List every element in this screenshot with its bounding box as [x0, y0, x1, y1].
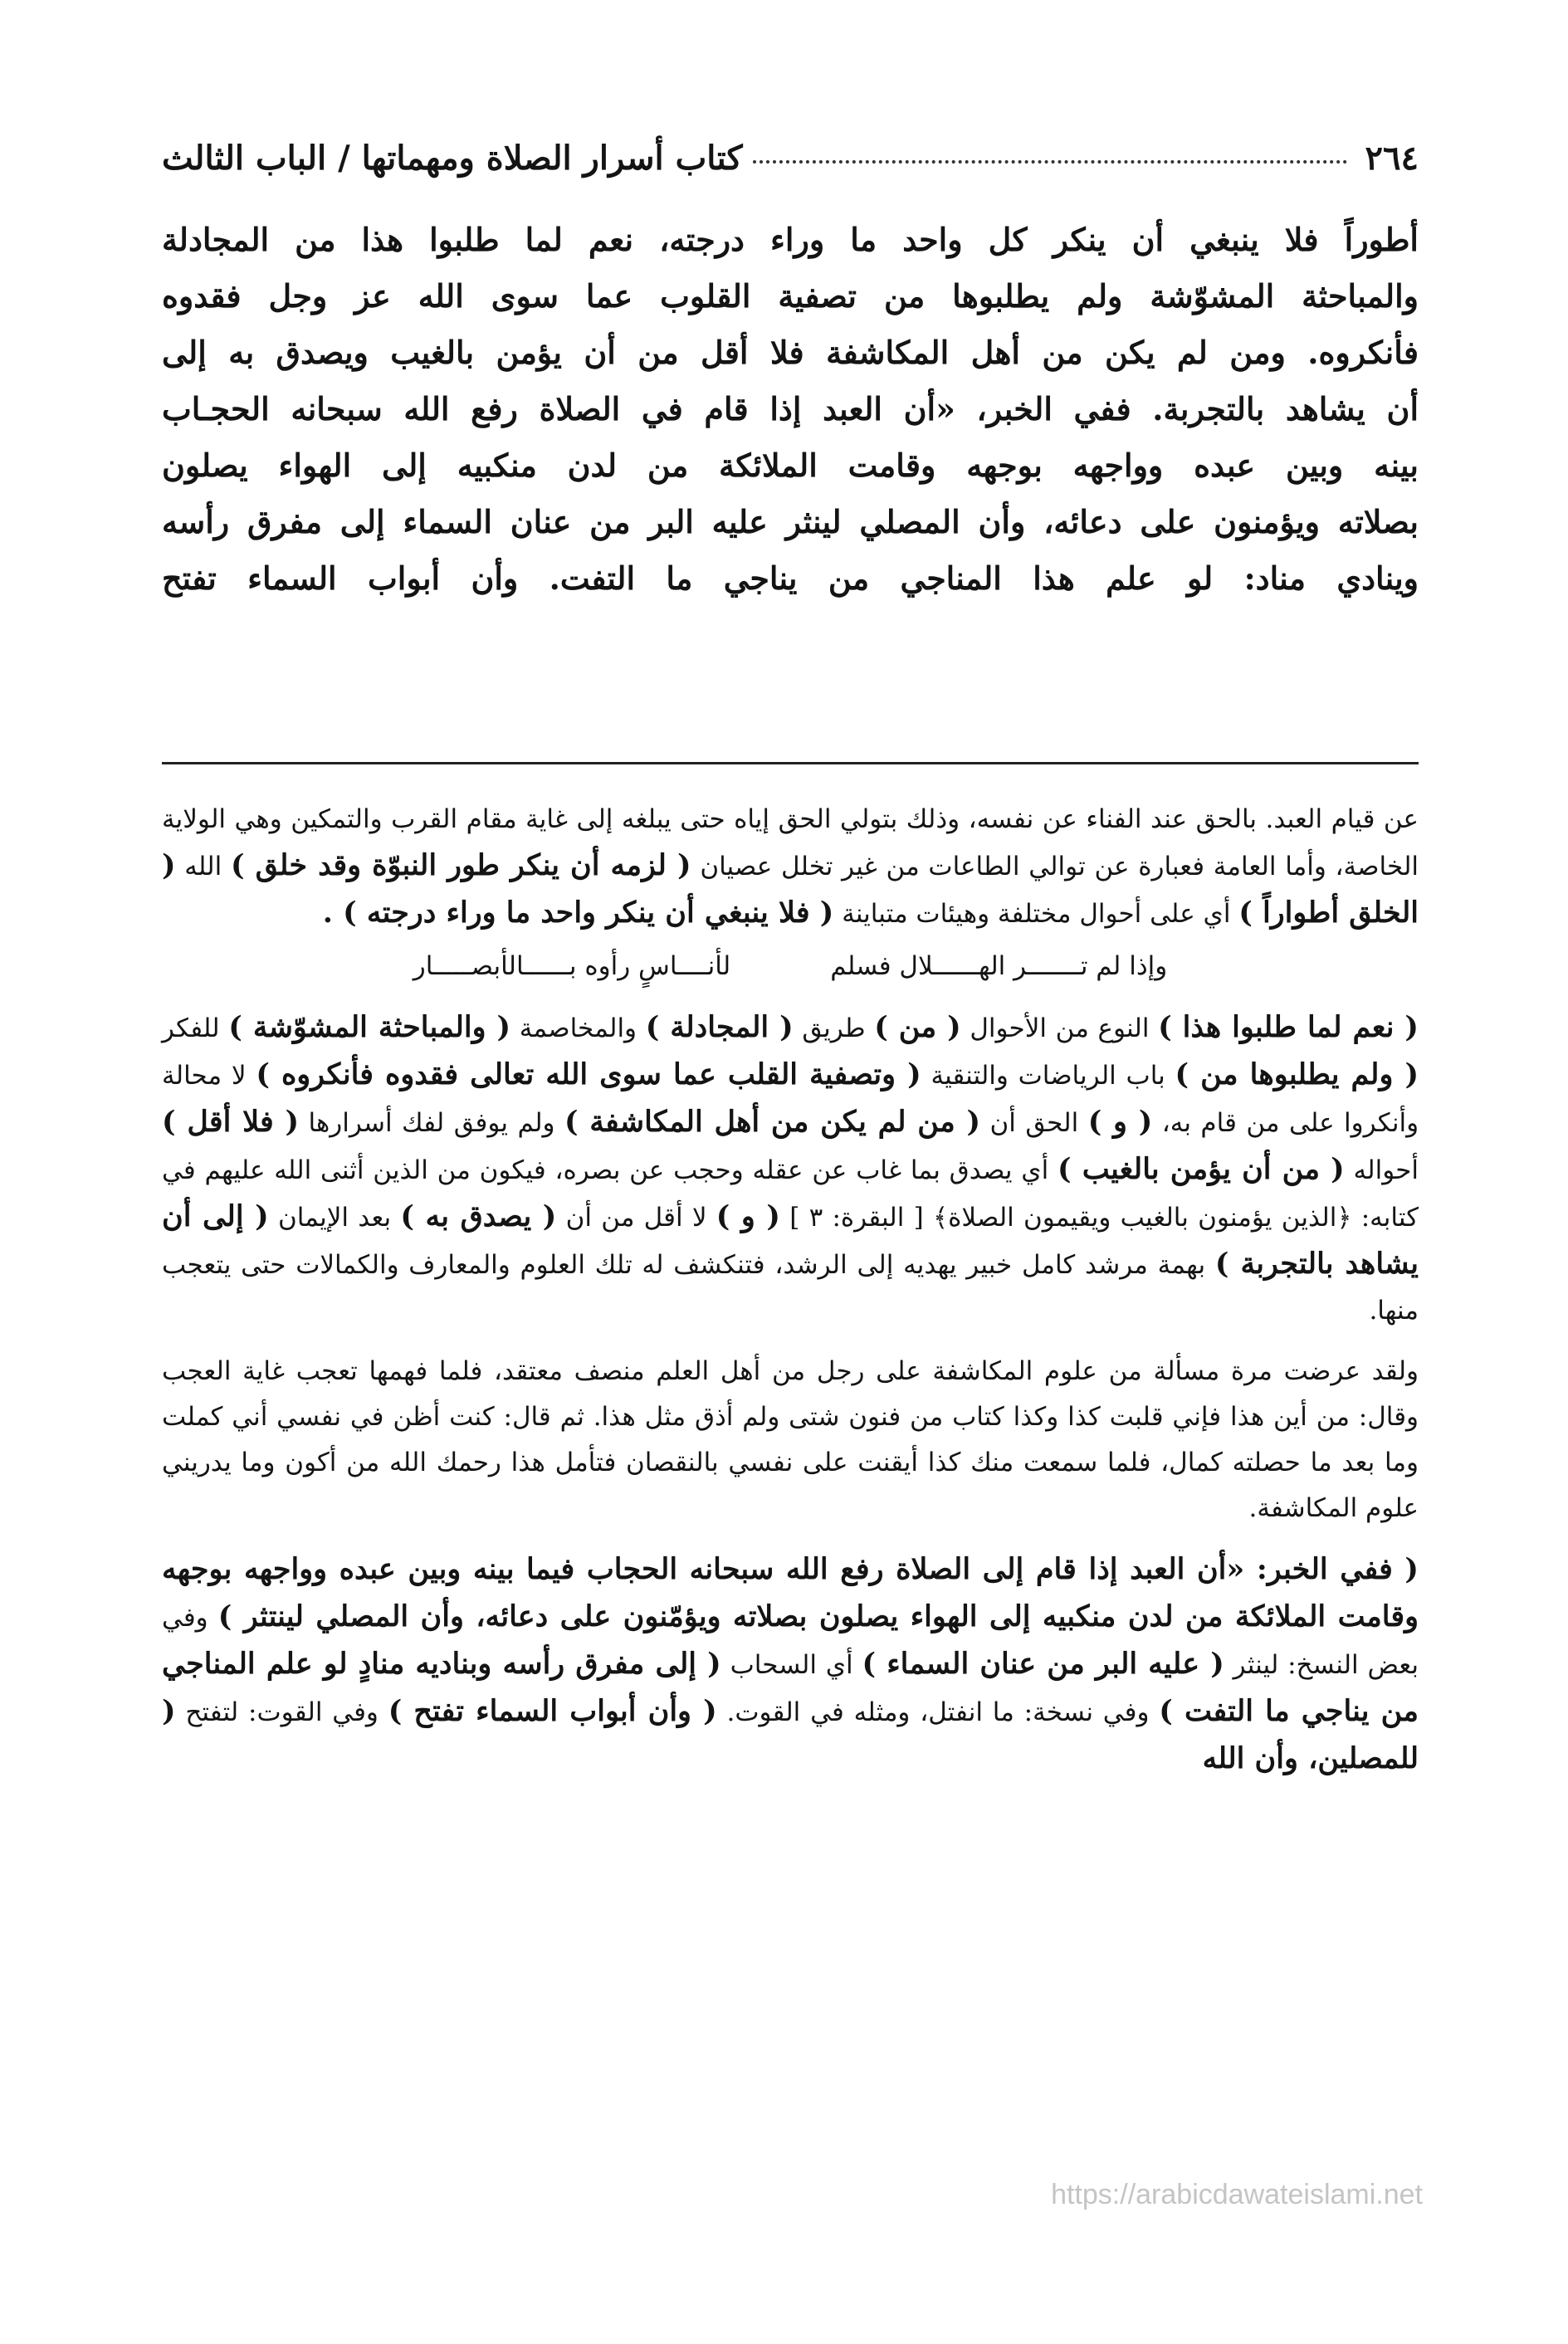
commentary-text: لا محالة وأنكروا على من قام به،: [162, 1061, 1419, 1138]
commentary-text: بهمة مرشد كامل خبير يهديه إلى الرشد، فتنكشف له تلك العلوم والمعارف والكمالات حتى يتعجب منها.: [162, 1250, 1419, 1326]
commentary-text: أحواله: [1353, 1155, 1419, 1185]
commentary-text: عن قيام العبد. بالحق عند الفناء عن نفسه، وذلك بتولي الحق إياه حتى يبلغه إلى غاية مقام القرب والتمكين وهي الولاية الخاصة، وأما العامة فعبارة عن توالي الطاعات من غير تخلل عصيان: [162, 804, 1419, 881]
main-text: [162, 212, 1419, 607]
quoted-text: ( وتصفية القلب عما سوى الله تعالى فقدوه فأنكروه ): [256, 1057, 921, 1091]
main-text-line: أن يشاهد بالتجربة. ففي الخبر، «أن العبد إذا قام في الصلاة رفع الله سبحانه الحجـاب: [162, 390, 1419, 427]
quoted-text: ( من لم يكن من أهل المكاشفة ): [564, 1105, 981, 1139]
commentary-text: الله: [184, 852, 222, 881]
commentary-text: وفي بعض النسخ: لينثر: [162, 1603, 1419, 1680]
commentary-text: الحق أن: [989, 1108, 1079, 1138]
main-text-line: وينادي مناد: لو علم هذا المناجي من يناجي ما التفت. وأن أبواب السماء تفتح: [162, 559, 1419, 597]
verse-hemistich: لأنــــاسٍ رأوه بــــــالأبصـــــار: [413, 951, 731, 981]
quoted-text: ( الخلق أطواراً ): [162, 848, 1419, 930]
main-text-line: أطوراً فلا ينبغي أن ينكر كل واحد ما وراء درجته، نعم لما طلبوا هذا من المجادلة: [162, 221, 1419, 258]
watermark-url: https://arabicdawateislami.net: [1051, 2179, 1423, 2210]
quoted-text: ( لزمه أن ينكر طور النبوّة وقد خلق ): [230, 848, 691, 882]
quoted-text: ( يصدق به ): [400, 1199, 557, 1233]
commentary-text: وفي القوت: لتفتح: [185, 1697, 379, 1727]
commentary-text: باب الرياضات والتنقية: [931, 1061, 1165, 1091]
commentary-text: للفكر: [162, 1013, 220, 1043]
chapter-title: كتاب أسرار الصلاة ومهماتها / الباب الثالث: [162, 138, 743, 178]
main-text-line: فأنكروه. ومن لم يكن من أهل المكاشفة فلا أقل من أن يؤمن بالغيب ويصدق به إلى: [162, 334, 1419, 371]
commentary: [162, 797, 1419, 1783]
commentary-text: لا أقل من أن: [565, 1203, 707, 1233]
main-text-line: بينه وبين عبده وواجهه بوجهه وقامت الملائكة من لدن منكبيه إلى الهواء يصلون: [162, 447, 1419, 484]
commentary-paragraph: [162, 797, 1419, 937]
poetry-verse: [162, 944, 1419, 989]
main-text-line: بصلاته ويؤمنون على دعائه، وأن المصلي لينثر عليه البر من عنان السماء إلى مفرق رأسه: [162, 503, 1419, 540]
commentary-text: أي على أحوال مختلفة وهيئات متباينة: [842, 899, 1231, 929]
commentary-text: طريق: [802, 1013, 866, 1043]
quoted-text: ( و ): [716, 1199, 780, 1233]
verse-hemistich: وإذا لم تـــــــر الهــــــلال فسلم: [830, 951, 1168, 981]
quoted-text: ( ولم يطلبوها من ): [1175, 1057, 1419, 1091]
page-number: ٢٦٤: [1365, 138, 1419, 178]
commentary-paragraph: [162, 1546, 1419, 1783]
commentary-text: ولم يوفق لفك أسرارها: [308, 1108, 555, 1138]
quoted-text: ( عليه البر من عنان السماء ): [862, 1647, 1224, 1681]
quoted-text: ( والمباحثة المشوّشة ): [228, 1010, 511, 1044]
quoted-text: ( ففي الخبر: «أن العبد إذا قام إلى الصلاة رفع الله سبحانه الحجاب فيما بينه وبين عبده وواجهه بوجهه وقامت الملائكة من لدن منكبيه إلى الهواء يصلون بصلاته ويؤمّنون على دعائه، وأن المصلي لينتثر ): [162, 1552, 1419, 1633]
quoted-text: ( للمصلين، وأن الله: [162, 1694, 1419, 1775]
quoted-text: ( فلا ينبغي أن ينكر واحد ما وراء درجته ) .: [322, 896, 834, 930]
commentary-paragraph: [162, 1004, 1419, 1334]
quoted-text: ( نعم لما طلبوا هذا ): [1158, 1010, 1419, 1044]
commentary-paragraph: ولقد عرضت مرة مسألة من علوم المكاشفة على رجل من أهل العلم منصف معتقد، فلما فهمها تعجب غاية العجب وقال: من أين هذا فإني قلبت كذا وكذا كتاب من فنون شتى ولم أذق مثل هذا. ثم قال: كنت أظن في نفسي أني كملت وما بعد ما حصلته كمال، فلما سمعت منك كذا أيقنت على نفسي بالنقصان فتأمل هذا رحمك الله من أكون وما يدريني علوم المكاشفة.: [162, 1356, 1419, 1523]
quoted-text: ( وأن أبواب السماء تفتح ): [388, 1694, 717, 1728]
running-header: [162, 125, 1419, 191]
quoted-text: ( فلا أقل ): [162, 1105, 300, 1139]
commentary-text: وفي نسخة: ما انفتل، ومثله في القوت.: [726, 1697, 1150, 1727]
main-text-line: والمباحثة المشوّشة ولم يطلبوها من تصفية القلوب عما سوى الله عز وجل فقدوه: [162, 277, 1419, 315]
header-leader-dots: [753, 160, 1347, 164]
commentary-text: والمخاصمة: [519, 1013, 637, 1043]
commentary-text: أي يصدق بما غاب عن عقله وحجب عن بصره، فيكون من الذين أثنى الله عليهم في كتابه: ﴿الذين يؤمنون بالغيب ويقيمون الصلاة﴾ [ البقرة: ٣ ]: [162, 1155, 1419, 1233]
quoted-text: ( المجادلة ): [645, 1010, 794, 1044]
quoted-text: ( إلى مفرق رأسه وبناديه منادٍ لو علم المناجي من يناجي ما التفت ): [162, 1647, 1419, 1728]
quoted-text: ( من ): [874, 1010, 961, 1044]
commentary-text: النوع من الأحوال: [970, 1013, 1150, 1043]
section-divider: [162, 762, 1419, 764]
quoted-text: ( و ): [1087, 1105, 1153, 1139]
quoted-text: ( إلى أن يشاهد بالتجربة ): [162, 1199, 1419, 1281]
commentary-text: بعد الإيمان: [277, 1203, 392, 1233]
quoted-text: ( من أن يؤمن بالغيب ): [1058, 1152, 1345, 1186]
commentary-text: أي السحاب: [730, 1650, 853, 1680]
